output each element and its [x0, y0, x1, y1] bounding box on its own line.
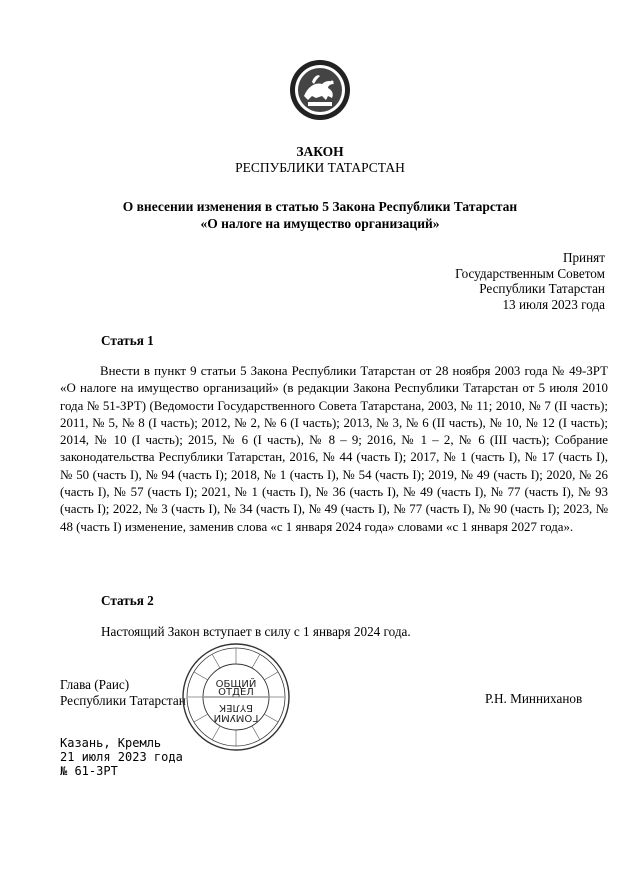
- article-1-text: Внести в пункт 9 статьи 5 Закона Республики Татарстан от 28 ноября 2003 года № 49-ЗРТ «О налоге на имущество организаций» (в редакции Закона Республики Татарстан от 5 июля 2010 года № 51-ЗРТ) (Ведомости Государственного Совета Татарстана, 2003, № 11; 2010, № 7 (II часть); 2011, № 5, № 8 (I часть); 2012, № 2, № 6 (I часть); 2013, № 3, № 6 (II часть), № 10, № 12 (I часть); 2014, № 10 (I часть); 2015, № 6 (I часть), № 8 – 9; 2016, № 1 – 2, № 6 (III часть); Собрание законодательства Республики Татарстан, 2016, № 44 (часть I); 2017, № 1 (часть I), № 17 (часть I), № 50 (часть I), № 94 (часть I); 2018, № 1 (часть I), № 54 (часть I); 2019, № 49 (часть I); 2020, № 26 (часть I), № 57 (часть I); 2021, № 1 (часть I), № 36 (часть I), № 49 (часть I), № 77 (часть I), № 93 (часть I); 2022, № 3 (часть I), № 34 (часть I), № 49 (часть I), № 77 (часть I), № 90 (часть I); 2023, № 48 (часть I) изменение, заменив слова «с 1 января 2024 года» словами «с 1 января 2027 года».: [60, 364, 608, 534]
- footer-block: [60, 736, 183, 778]
- law-name-line-1: О внесении изменения в статью 5 Закона Республики Татарстан: [122, 199, 518, 214]
- official-stamp: [180, 641, 292, 753]
- article-2-heading: Статья 2: [101, 593, 154, 608]
- adoption-block: [455, 250, 605, 312]
- signatory-role: [60, 677, 186, 709]
- stamp-line-3: ГОМУМИ: [213, 712, 259, 723]
- coat-of-arms-icon: [288, 58, 352, 122]
- article-1-heading: Статья 1: [101, 333, 154, 348]
- footer-place: Казань, Кремль: [60, 736, 162, 750]
- signatory-role-line-2: Республики Татарстан: [60, 693, 186, 708]
- adoption-line-3: Республики Татарстан: [479, 281, 605, 296]
- signatory-role-line-1: Глава (Раис): [60, 677, 130, 692]
- stamp-line-4: БҮЛЕК: [219, 702, 253, 713]
- adoption-line-2: Государственным Советом: [455, 265, 605, 281]
- document-subtitle: РЕСПУБЛИКИ ТАТАРСТАН: [235, 160, 405, 175]
- footer-number: № 61-ЗРТ: [60, 764, 118, 778]
- document-title: ЗАКОН: [296, 144, 344, 159]
- signatory-name: Р.Н. Минниханов: [485, 691, 583, 706]
- adoption-date: 13 июля 2023 года: [502, 296, 605, 312]
- article-2-text: Настоящий Закон вступает в силу с 1 января 2024 года.: [101, 624, 411, 639]
- adoption-line-1: Принят: [562, 250, 605, 265]
- law-name-line-2: «О налоге на имущество организаций»: [200, 216, 440, 231]
- stamp-line-1: ОБЩИЙ: [215, 679, 257, 690]
- footer-date: 21 июля 2023 года: [60, 750, 183, 764]
- stamp-line-2: ОТДЕЛ: [218, 687, 254, 698]
